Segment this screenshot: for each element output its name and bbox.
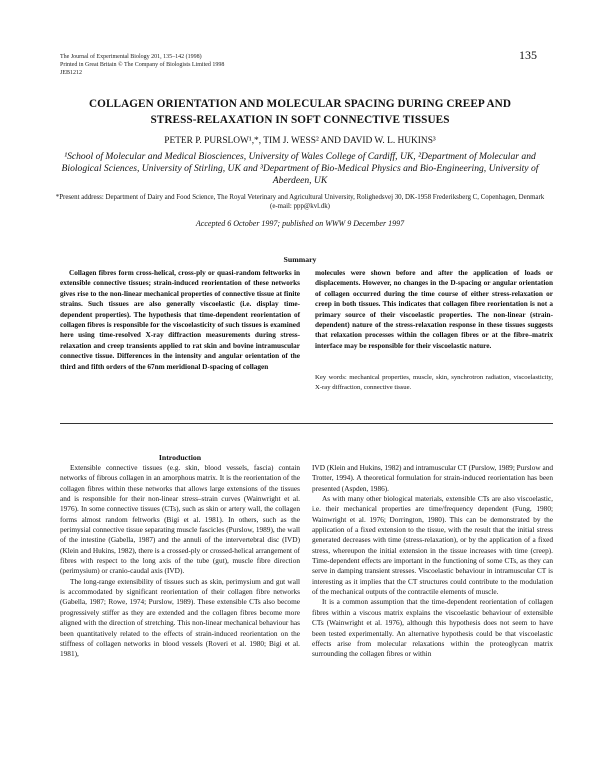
intro-right-column: [312, 463, 553, 660]
intro-paragraph: As with many other biological materials, extensible CTs are also viscoelastic, i.e. their mechanical properties are time/frequency dependent (Fung, 1980; Wainwright et al. 1976; Dorrington, 1980). This can be demonstrated by the application of a fixed extension to the tissue, with the result that the initial stress generated decreases with time (stress-relaxation), or by the application of a fixed stress, whereupon the initial extension in the tissue increases with time (creep). Time-dependent effects are important in the functioning of some CTs, as they can serve in damping transient stresses. Viscoelastic behaviour in intramuscular CT is interesting as it implies that the CT structures could contribute to the modulation of the mechanical outputs of the contractile elements of muscle.: [312, 494, 553, 597]
journal-info: [60, 53, 224, 77]
keywords: Key words: mechanical properties, muscle, skin, synchrotron radiation, viscoelasticity, X-ray diffraction, connective tissue.: [315, 374, 553, 392]
accepted-date: Accepted 6 October 1997; published on WWW 9 December 1997: [195, 219, 405, 228]
intro-paragraph: Extensible connective tissues (e.g. skin, blood vessels, fascia) contain networks of fibrous collagen in an amorphous matrix. It is the reorientation of the collagen fibres within these networks that allows large extensions of the tissues and is responsible for their non-linear stress–strain curves (Wainwright et al. 1976). In some connective tissues (CTs), such as skin or artery wall, the collagen forms almost random feltworks (Bigi et al. 1981). In others, such as the perimysial connective tissue separating muscle fascicles (Purslow, 1989), the wall of the intestine (Gabella, 1987) and the annuli of the intervertebral disc (IVD) (Klein and Hukins, 1982), there is a crossed-ply or crossed-helical arrangement of fibres with respect to the long axis of the tube (gut), muscle fibre direction (perimysium) or cranio-caudal axis (IVD).: [60, 463, 300, 576]
title-line-1: COLLAGEN ORIENTATION AND MOLECULAR SPACING DURING CREEP AND: [88, 98, 512, 110]
present-address: *Present address: Department of Dairy and Food Science, The Royal Veterinary and Agricultural University, Rolighedsvej 30, DK-1958 Frederiksberg C, Copenhagen, Denmark (e-mail: ppp@kvl.dk): [55, 194, 545, 210]
summary-heading: Summary: [283, 255, 317, 264]
intro-left-column: [60, 463, 300, 660]
intro-paragraph: IVD (Klein and Hukins, 1982) and intramuscular CT (Purslow, 1989; Purslow and Trotter, 1994). A theoretical formulation for strain-induced reorientation has been presented (Aspden, 1986).: [312, 463, 553, 493]
title-line-2: STRESS-RELAXATION IN SOFT CONNECTIVE TISSUES: [150, 114, 450, 126]
page-number: 135: [519, 48, 537, 62]
journal-code: JEB1212: [60, 70, 83, 76]
paper-title: [40, 96, 560, 128]
introduction-heading: Introduction: [158, 453, 202, 462]
section-divider: [60, 423, 553, 424]
authors: PETER P. PURSLOW¹,*, TIM J. WESS² AND DAVID W. L. HUKINS³: [164, 136, 436, 146]
summary-right-column: molecules were shown before and after the application of loads or displacements. However, no changes in the D-spacing or angular orientation of collagen occurred during the time course of either stress-relaxation or creep in both tissues. This indicates that collagen fibre reorientation is not a primary source of their viscoelastic properties. The non-linear (strain-dependent) nature of the stress-relaxation response in these tissues suggests that relaxation processes within the collagen fibres or at the fibre–matrix interface may be responsible for their viscoelastic nature.: [315, 269, 553, 350]
journal-copyright: Printed in Great Britain © The Company of Biologists Limited 1998: [60, 62, 225, 68]
summary-left-column: Collagen fibres form cross-helical, cross-ply or quasi-random feltworks in extensible connective tissues; strain-induced reorientation of these networks gives rise to the non-linear mechanical properties of connective tissue at finite strains. Such tissues are also generally viscoelastic (i.e. display time-dependent properties). The hypothesis that time-dependent reorientation of collagen fibres is responsible for the viscoelasticity of such tissues is examined here using time-resolved X-ray diffraction measurements during stress-relaxation and creep transients applied to rat skin and bovine intramuscular connective tissue. Differences in the intensity and angular orientation of the third and fifth orders of the 67nm meridional D-spacing of collagen: [60, 269, 300, 371]
journal-citation: The Journal of Experimental Biology 201, 135–142 (1998): [60, 54, 202, 60]
affiliations: ¹School of Molecular and Medical Biosciences, University of Wales College of Cardiff, UK, ²Department of Molecular and Biological Sciences, University of Stirling, UK and ³Department of Bio-Medical Physics and Bio-Engineering, University of Aberdeen, UK: [61, 151, 539, 186]
intro-paragraph: The long-range extensibility of tissues such as skin, perimysium and gut wall is accommodated by significant reorientation of their collagen fibre networks (Gabella, 1987; Rowe, 1974; Purslow, 1989). These extensible CTs also become progressively stiffer as they are extended and the collagen fibres become more aligned with the direction of stretching. This non-linear mechanical behaviour has been quantitatively related to the effects of strain-induced reorientation on the stiffness of collagen networks in blood vessels (Roveri et al. 1980; Bigi et al. 1981),: [60, 576, 300, 659]
intro-paragraph: It is a common assumption that the time-dependent reorientation of collagen fibres within a viscous matrix explains the viscoelastic behaviour of extensible CTs (Wainwright et al. 1976), although this hypothesis does not seem to have been tested experimentally. An alternative hypothesis could be that viscoelastic effects arise from molecular relaxations within the proteoglycan matrix surrounding the collagen fibres or within: [312, 597, 553, 659]
